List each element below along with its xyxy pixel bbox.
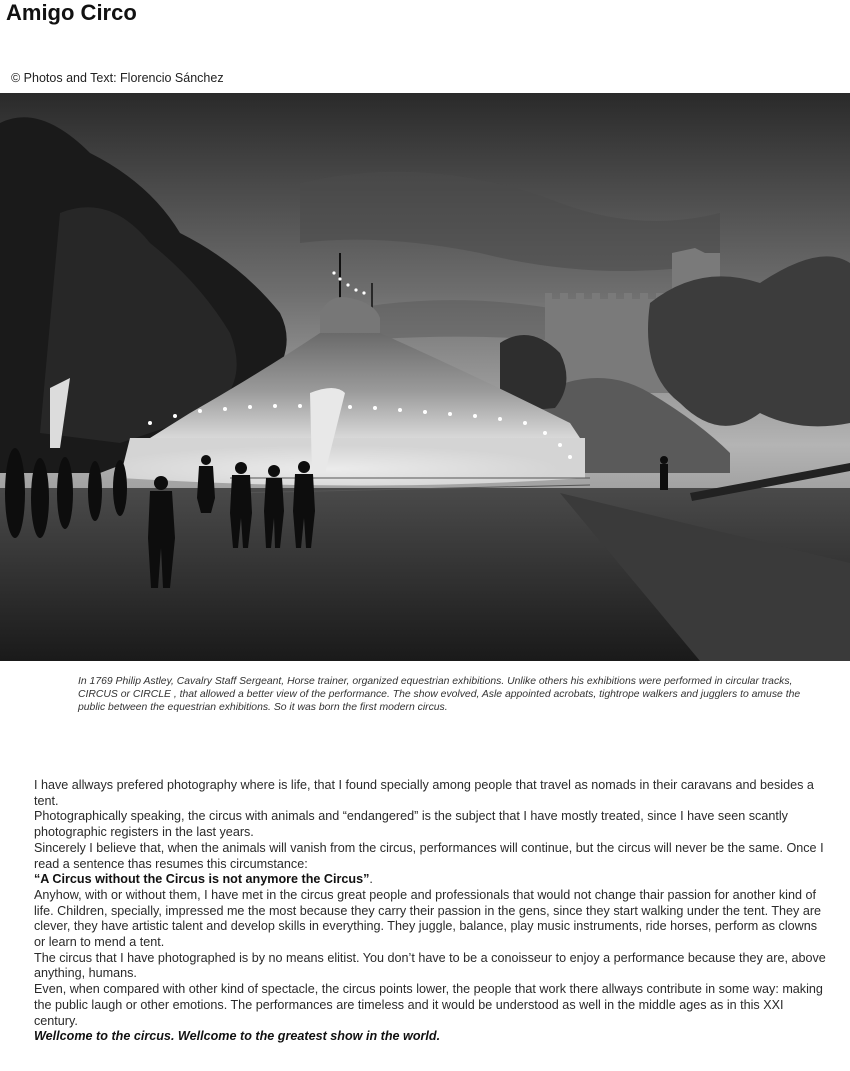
article-body: [34, 778, 830, 1045]
photo-credit: © Photos and Text: Florencio Sánchez: [11, 71, 224, 85]
article-paragraph: Sincerely I believe that, when the animals will vanish from the circus, performances will continue, but the circus will never be the same. Once I read a sentence thas resumes this circumstance:: [34, 840, 824, 871]
article-quote-end: .: [369, 872, 373, 887]
article-paragraph: The circus that I have photographed is by no means elitist. You don’t have to be a conoisseur to enjoy a performance because they are, above anything, humans.: [34, 950, 826, 981]
article-paragraph: I have allways prefered photography where is life, that I found specially among people that travel as nomads in their caravans and besides a tent.: [34, 778, 814, 808]
article-paragraph: Photographically speaking, the circus with animals and “endangered” is the subject that I have mostly treated, since I have seen scantly photographic registers in the last years.: [34, 809, 788, 840]
photo-caption: In 1769 Philip Astley, Cavalry Staff Sergeant, Horse trainer, organized equestrian exhibitions. Unlike others his exhibitions were performed in circular tracks, CIRCUS or CIRCLE , that allowed a better view of the performance. The show evolved, Asle appointed acrobats, tightrope walkers and jugglers to amuse the public between the equestrian exhibitions. So it was born the first modern circus.: [78, 676, 801, 713]
article-quote-line: [34, 872, 830, 888]
article-paragraph: Anyhow, with or without them, I have met in the circus great people and professionals that would not change thair passion for another kind of life. Children, specially, impressed me the most because they carry their passion in the gens, since they start walking under the tent. They are clever, they have artistic talent and develop skills in everything. They juggle, balance, play music instruments, ride horses, perform as clowns or learn to mend a tent.: [34, 887, 822, 950]
page-title: Amigo Circo: [6, 0, 137, 25]
circus-tent-photo: [0, 93, 850, 661]
article-closing: Wellcome to the circus. Wellcome to the greatest show in the world.: [34, 1029, 441, 1044]
article-quote: “A Circus without the Circus is not anymore the Circus”: [34, 872, 370, 887]
article-paragraph: Even, when compared with other kind of spectacle, the circus points lower, the people that work there allways contribute in some way: making the public laugh or other emotions. The performances are timeless and it would be understood as well in the middle ages as in this XXI century.: [34, 982, 823, 1028]
